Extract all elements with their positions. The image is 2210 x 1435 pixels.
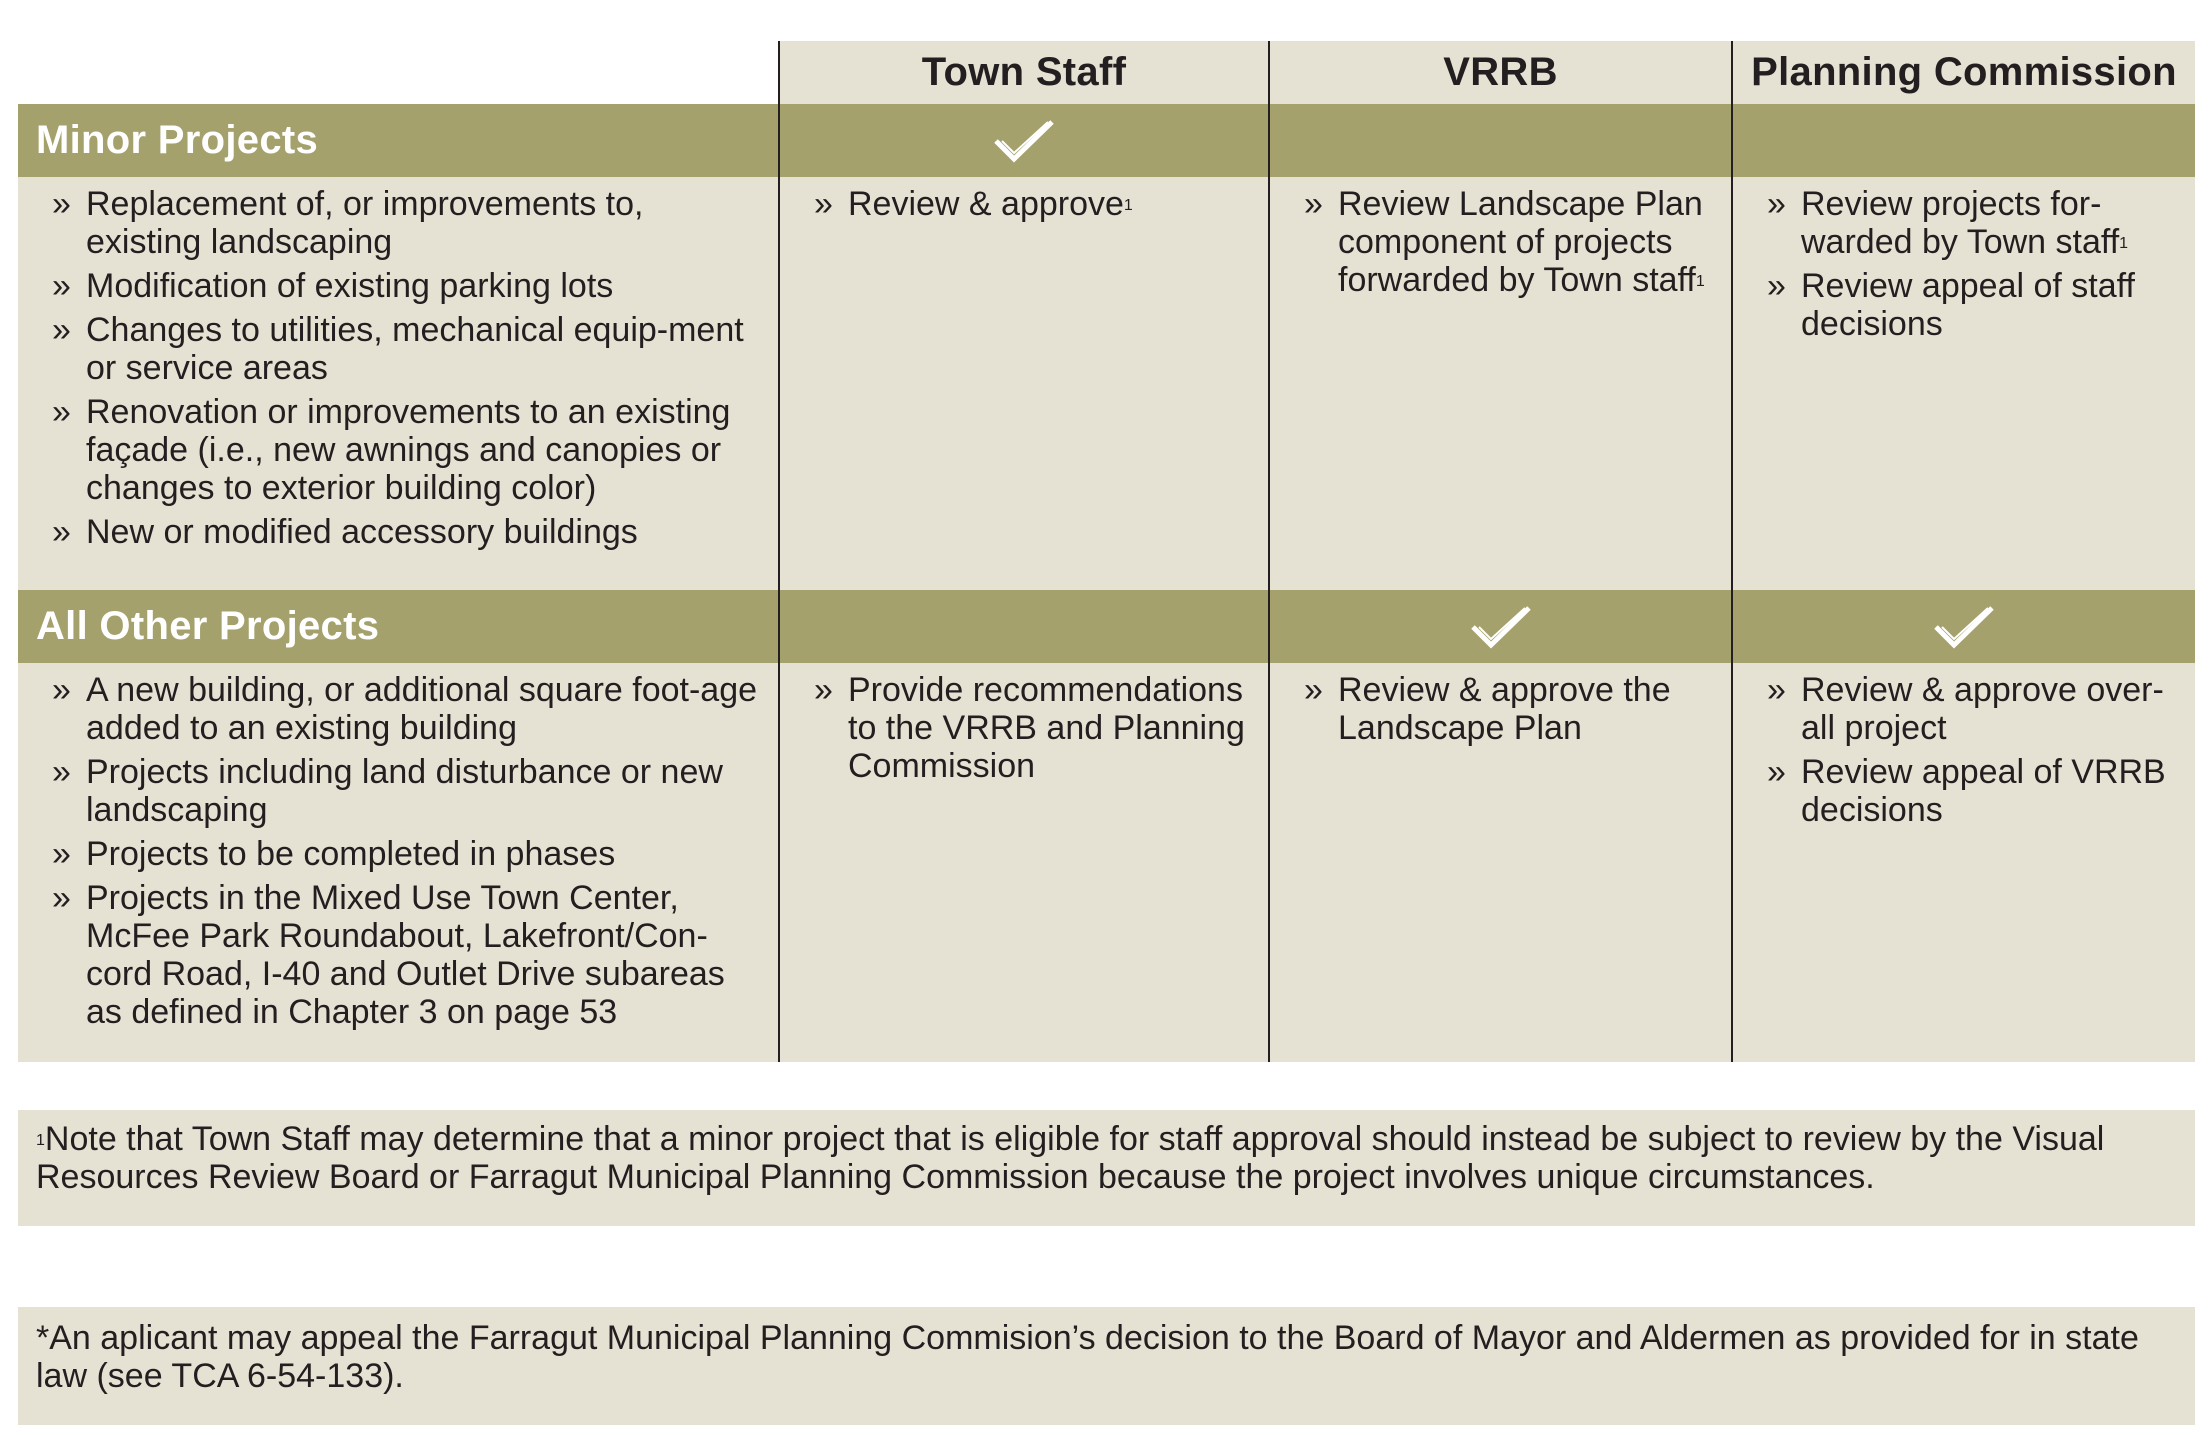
list-item: » Review appeal of staff decisions xyxy=(1767,267,2135,343)
list-item: » Review projects for-warded by Town staff$^1$ xyxy=(1767,185,2129,261)
review-matrix-table xyxy=(18,41,2195,1062)
bullet-marker: » xyxy=(52,879,71,917)
list-item: » Projects to be completed in phases xyxy=(52,835,616,873)
bullet-marker: » xyxy=(52,835,71,873)
bullet-marker: » xyxy=(1767,753,1786,791)
minor-vrrb-cell xyxy=(1268,177,1731,590)
check-icon xyxy=(1469,605,1533,649)
minor-projects-list-cell xyxy=(18,177,778,590)
list-item: » Review & approve the Landscape Plan xyxy=(1304,671,1671,747)
list-item: » Review & approve over-all project xyxy=(1767,671,2164,747)
header-blank-cell xyxy=(18,41,778,104)
footnote-mark: 1 xyxy=(36,1132,45,1149)
footnote-mark: 1 xyxy=(1695,273,1705,290)
bullet-marker: » xyxy=(814,185,833,223)
minor-town-staff-cell xyxy=(778,177,1268,590)
minor-town-staff-check-cell xyxy=(778,104,1268,177)
list-item: » Projects in the Mixed Use Town Center, McFee Park Roundabout, Lakefront/Con-cord Road, I-40 and Outlet Drive subareas as defined in Chapter 3 on page 53 xyxy=(52,879,725,1031)
bullet-marker: » xyxy=(52,393,71,431)
header-town-staff: Town Staff xyxy=(778,41,1268,104)
bullet-marker: » xyxy=(52,753,71,791)
bullet-marker: » xyxy=(52,185,71,223)
other-projects-title: All Other Projects xyxy=(36,604,380,648)
list-item: » Review & approve$^1$ xyxy=(814,185,1133,223)
other-projects-list-cell xyxy=(18,663,778,1062)
bullet-marker: » xyxy=(1767,267,1786,305)
bullet-marker: » xyxy=(52,513,71,551)
bullet-marker: » xyxy=(1767,185,1786,223)
bullet-marker: » xyxy=(1304,671,1323,709)
bullet-marker: » xyxy=(1767,671,1786,709)
bullet-marker: » xyxy=(52,311,71,349)
other-town-staff-cell xyxy=(778,663,1268,1062)
bullet-marker: » xyxy=(52,671,71,709)
footnote-mark: 1 xyxy=(1123,197,1133,214)
minor-projects-title: Minor Projects xyxy=(36,118,319,162)
other-town-staff-check-cell xyxy=(778,590,1268,663)
footnote-mark: 1 xyxy=(2119,235,2129,252)
minor-projects-band xyxy=(18,104,2195,177)
minor-planning-cell xyxy=(1731,177,2195,590)
header-planning-commission: Planning Commission xyxy=(1731,41,2195,104)
other-projects-row xyxy=(18,663,2195,1062)
list-item: » New or modified accessory buildings xyxy=(52,513,638,551)
bullet-marker: » xyxy=(52,267,71,305)
list-item: » Modification of existing parking lots xyxy=(52,267,614,305)
list-item: » Replacement of, or improvements to, existing landscaping xyxy=(52,185,644,261)
list-item: » Projects including land disturbance or new landscaping xyxy=(52,753,723,829)
minor-vrrb-check-cell xyxy=(1268,104,1731,177)
minor-projects-row xyxy=(18,177,2195,590)
footnote-appeal xyxy=(18,1307,2195,1425)
bullet-marker: » xyxy=(814,671,833,709)
list-item: » Provide recommendations to the VRRB and Planning Commission xyxy=(814,671,1245,785)
header-vrrb: VRRB xyxy=(1268,41,1731,104)
other-planning-cell xyxy=(1731,663,2195,1062)
list-item: » Review Landscape Plan component of projects forwarded by Town staff$^1$ xyxy=(1304,185,1705,299)
list-item: » A new building, or additional square foot-age added to an existing building xyxy=(52,671,758,747)
other-planning-check-cell xyxy=(1731,590,2195,663)
footnote-staff-determination xyxy=(18,1110,2195,1226)
other-vrrb-cell xyxy=(1268,663,1731,1062)
list-item: » Review appeal of VRRB decisions xyxy=(1767,753,2166,829)
other-projects-list xyxy=(18,663,778,1031)
list-item: » Changes to utilities, mechanical equip-ment or service areas xyxy=(52,311,744,387)
minor-projects-list xyxy=(18,177,778,551)
minor-planning-check-cell xyxy=(1731,104,2195,177)
footnote-text: Note that Town Staff may determine that a minor project that is eligible for staff approval should instead be subject to review by the Visual Resources Review Board or Farragut Municipal Planning Commission because the project involves unique circumstances. xyxy=(36,1120,2105,1196)
other-projects-band xyxy=(18,590,2195,663)
other-vrrb-check-cell xyxy=(1268,590,1731,663)
table-header-row xyxy=(18,41,2195,104)
check-icon xyxy=(1932,605,1996,649)
footnote-text: *An aplicant may appeal the Farragut Municipal Planning Commision’s decision to the Board of Mayor and Aldermen as provided for in state law (see TCA 6-54-133). xyxy=(36,1319,2139,1395)
list-item: » Renovation or improvements to an existing façade (i.e., new awnings and canopies or changes to exterior building color) xyxy=(52,393,731,507)
check-icon xyxy=(992,119,1056,163)
bullet-marker: » xyxy=(1304,185,1323,223)
